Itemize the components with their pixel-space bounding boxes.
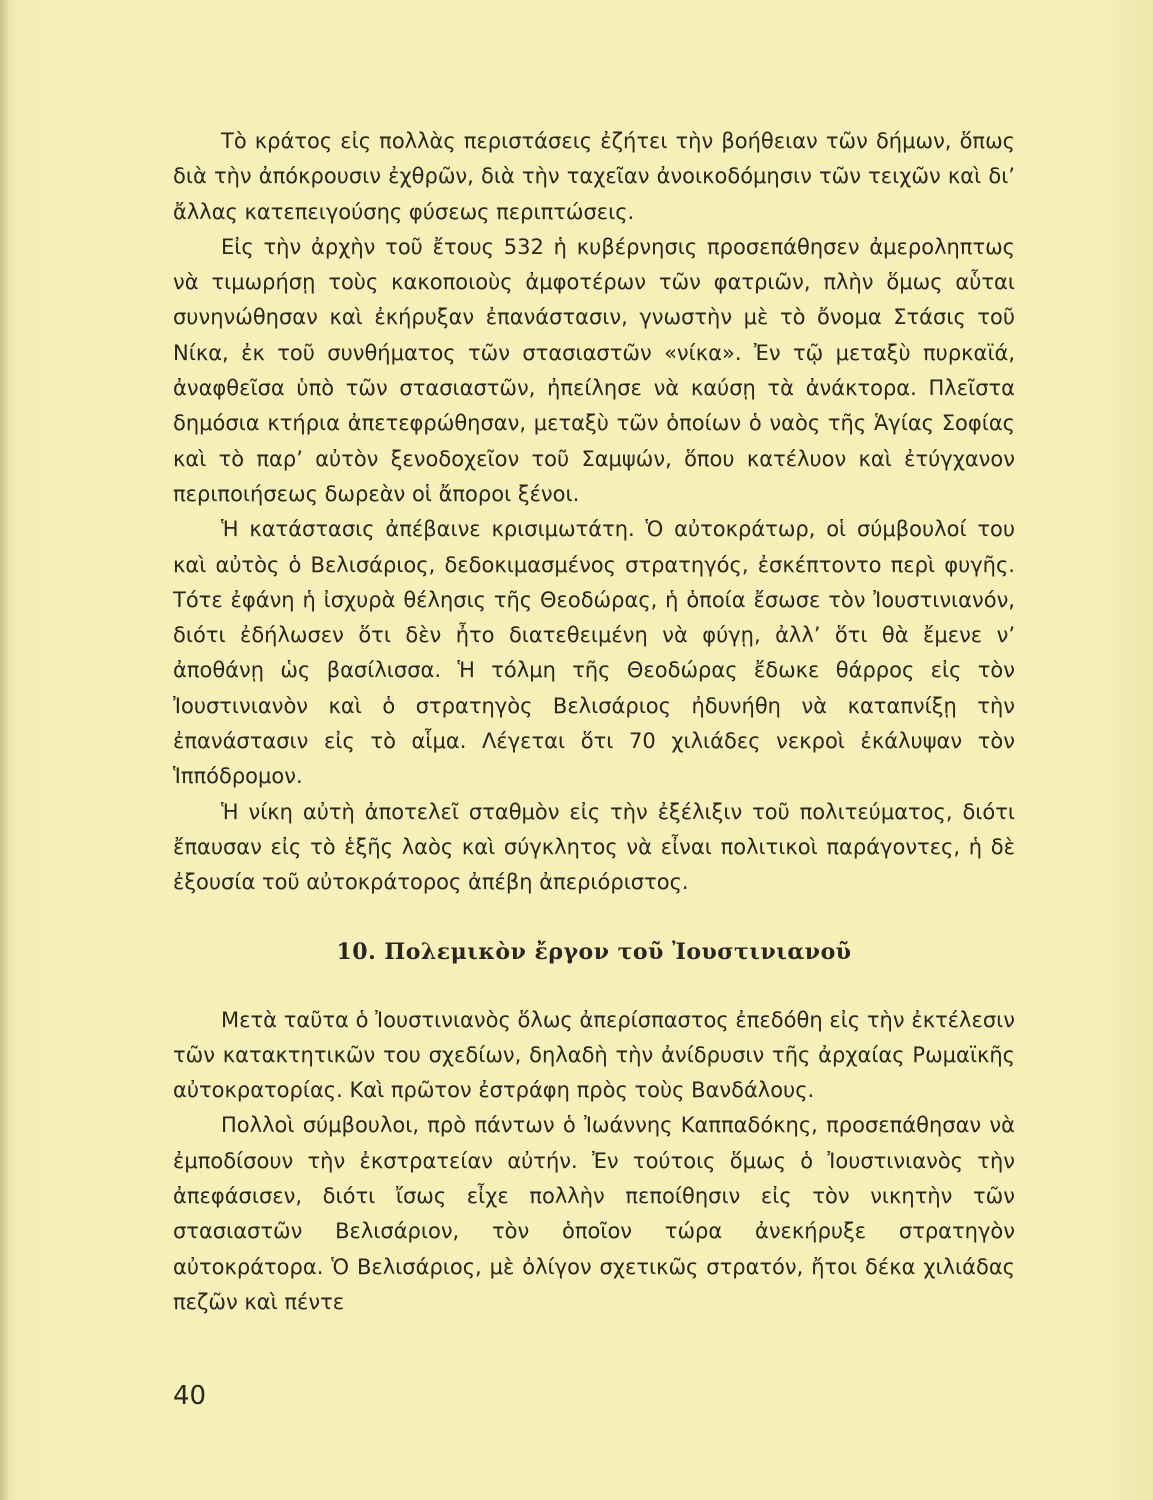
paragraph <box>173 795 1015 901</box>
paragraph <box>173 1108 1015 1320</box>
paragraph <box>173 512 1015 794</box>
paragraph-text: Ἡ νίκη αὐτὴ ἀποτελεῖ σταθμὸν εἰς τὴν ἐξέλιξιν τοῦ πολιτεύματος, διότι ἔπαυσαν εἰς τὸ ἑξῆς λαὸς καὶ σύγκλητος νὰ εἶναι πολιτικοὶ παράγοντες, ἡ δὲ ἐξουσία τοῦ αὐτοκράτορος ἀπέβη ἀπεριόριστος. <box>173 799 1015 895</box>
paragraph-text: Ἡ κατάστασις ἀπέβαινε κρισιμωτάτη. Ὁ αὐτοκράτωρ, οἱ σύμβουλοί του καὶ αὐτὸς ὁ Βελισάριος, δεδοκιμασμένος στρατηγός, ἐσκέπτοντο περὶ φυγῆς. Τότε ἐφάνη ἡ ἰσχυρὰ θέλησις τῆς Θεοδώρας, ἡ ὁποία ἔσωσε τὸν Ἰουστινιανόν, διότι ἐδήλωσεν ὅτι δὲν ἦτο διατεθειμένη νὰ φύγῃ, ἀλλ’ ὅτι θὰ ἔμενε ν’ ἀποθάνῃ ὡς βασίλισσα. Ἡ τόλμη τῆς Θεοδώρας ἔδωκε θάρρος εἰς τὸν Ἰουστινιανὸν καὶ ὁ στρατηγὸς Βελισάριος ἠδυνήθη νὰ καταπνίξῃ τὴν ἐπανάστασιν εἰς τὸ αἷμα. Λέγεται ὅτι 70 χιλιάδες νεκροὶ ἐκάλυψαν τὸν Ἱππόδρομον. <box>173 517 1015 789</box>
paragraph-text: Τὸ κράτος εἰς πολλὰς περιστάσεις ἐζήτει τὴν βοήθειαν τῶν δήμων, ὅπως διὰ τὴν ἀπόκρουσιν ἐχθρῶν, διὰ τὴν ταχεῖαν ἀνοικοδόμησιν τῶν τειχῶν καὶ δι’ ἄλλας κατεπειγούσης φύσεως περιπτώσεις. <box>173 129 1015 224</box>
paragraph-text: Μετὰ ταῦτα ὁ Ἰουστινιανὸς ὅλως ἀπερίσπαστος ἐπεδόθη εἰς τὴν ἐκτέλεσιν τῶν κατακτητικῶν του σχεδίων, δηλαδὴ τὴν ἀνίδρυσιν τῆς ἀρχαίας Ρωμαϊκῆς αὐτοκρατορίας. Καὶ πρῶτον ἐστράφη πρὸς τοὺς Βανδάλους. <box>173 1007 1015 1103</box>
paragraph-text: Εἰς τὴν ἀρχὴν τοῦ ἔτους 532 ἡ κυβέρνησις προσεπάθησεν ἀμεροληπτως νὰ τιμωρήσῃ τοὺς κακοποιοὺς ἀμφοτέρων τῶν φατριῶν, πλὴν ὅμως αὗται συνηνώθησαν καὶ ἐκήρυξαν ἐπανάστασιν, γνωστὴν μὲ τὸ ὄνομα Στάσις τοῦ Νίκα, ἐκ τοῦ συνθήματος τῶν στασιαστῶν «νίκα». Ἐν τῷ μεταξὺ πυρκαϊά, ἀναφθεῖσα ὑπὸ τῶν στασιαστῶν, ἠπείλησε νὰ καύσῃ τὰ ἀνάκτορα. Πλεῖστα δημόσια κτήρια ἀπετεφρώθησαν, μεταξὺ τῶν ὁποίων ὁ ναὸς τῆς Ἁγίας Σοφίας καὶ τὸ παρ’ αὐτὸν ξενοδοχεῖον τοῦ Σαμψών, ὅπου κατέλυον καὶ ἐτύγχανον περιποιήσεως δωρεὰν οἱ ἄποροι ξένοι. <box>173 234 1015 506</box>
paragraph <box>173 124 1015 230</box>
page-number: 40 <box>173 1381 207 1411</box>
text-column <box>173 124 1015 1320</box>
section-heading: 10. Πολεμικὸν ἔργον τοῦ Ἰουστινιανοῦ <box>336 938 852 965</box>
spacer <box>173 965 1015 1003</box>
paragraph <box>173 1003 1015 1109</box>
paragraph <box>173 230 1015 512</box>
page-edge <box>0 0 8 1500</box>
paragraph-text: Πολλοὶ σύμβουλοι, πρὸ πάντων ὁ Ἰωάννης Καππαδόκης, προσεπάθησαν νὰ ἐμποδίσουν τὴν ἐκστρατείαν αὐτήν. Ἐν τούτοις ὅμως ὁ Ἰουστινιανὸς τὴν ἀπεφάσισεν, διότι ἴσως εἶχε πολλὴν πεποίθησιν εἰς τὸν νικητὴν τῶν στασιαστῶν Βελισάριον, τὸν ὁποῖον τώρα ἀνεκήρυξε στρατηγὸν αὐτοκράτορα. Ὁ Βελισάριος, μὲ ὀλίγον σχετικῶς στρατόν, ἤτοι δέκα χιλιάδας πεζῶν καὶ πέντε <box>173 1113 1015 1314</box>
